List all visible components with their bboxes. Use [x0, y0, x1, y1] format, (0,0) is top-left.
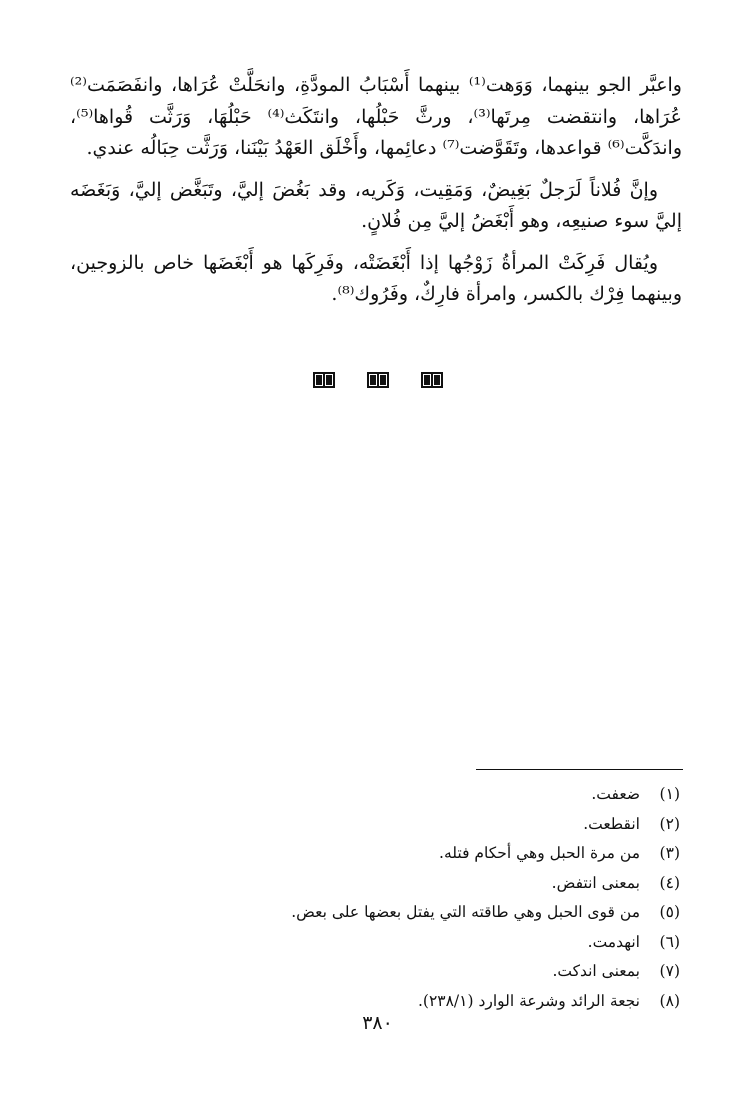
paragraph-1: واعبَّر الجو بينهما، وَوَهت⁽¹⁾ بينهما أَسْبَابُ المودَّةِ، وانحَلَّتْ عُرَاها، وانفَصَمَت⁽²⁾ عُرَاها، وانتقضت مِرتَها⁽³⁾، ورثَّ حَبْلُها، وانتَكَث⁽⁴⁾ حَبْلُهَا، وَرَثَّت قُواها⁽⁵⁾، واندَكَّت⁽⁶⁾ قواعدها، وتَقَوَّضت⁽⁷⁾ دعائِمها، وأَخْلَق العَهْدُ بَيْنَنا، وَرَثَّت حِبَالُه عندي. [70, 74, 682, 159]
footnote-number: (٣) [659, 844, 680, 862]
footnote-number: (٥) [659, 903, 680, 921]
footnote-number: (٢) [659, 814, 680, 833]
paragraph-3: ويُقال فَرِكَتْ المرأةُ زَوْجُها إذا أَبْغَضَتْه، وفَرِكَها هو أَبْغَضَها خاص بالزوجين، وبينهما فِرْك بالكسر، وامرأة فارِكٌ، وفَرُوك⁽⁸⁾. [70, 251, 682, 305]
footnote-item [150, 780, 680, 810]
footnote-text: بمعنى انتفض. [551, 873, 640, 892]
footnote-item [150, 810, 680, 840]
footnote-text: من مرة الحبل وهي أحكام فتله. [439, 844, 640, 862]
footnote-item [150, 839, 680, 869]
book-icon [420, 370, 444, 390]
paragraph-2: وإنَّ فُلاناً لَرَجلٌ بَغِيضٌ، وَمَقِيت، وَكَريه، وقد بَغُضَ إليَّ، وتَبَغَّض إليَّ، وَبَغَضَه إليَّ سوء صنيعِه، وهو أَبْغَضُ إليَّ مِن فُلانٍ. [70, 178, 682, 232]
footnote-number: (١) [659, 785, 680, 803]
section-divider-ornaments [0, 370, 755, 390]
main-text [70, 70, 682, 321]
book-icon [312, 370, 336, 390]
footnote-number: (٦) [659, 932, 680, 951]
footnote-item [150, 898, 680, 928]
footnote-text: انقطعت. [583, 814, 640, 833]
book-icon [366, 370, 390, 390]
footnote-item [150, 928, 680, 958]
footnote-number: (٨) [659, 991, 680, 1010]
footnote-item [150, 869, 680, 899]
footnote-text: بمعنى اندكت. [552, 962, 640, 980]
footnote-separator [476, 769, 683, 770]
footnote-number: (٤) [659, 873, 680, 892]
footnote-text: ضعفت. [591, 785, 640, 803]
footnotes [150, 780, 680, 1016]
footnote-number: (٧) [659, 962, 680, 980]
footnote-item [150, 957, 680, 987]
footnote-text: نجعة الرائد وشرعة الوارد (٢٣٨/١). [417, 991, 640, 1010]
page-number: ٣٨٠ [362, 1012, 393, 1034]
footnote-text: من قوى الحبل وهي طاقته التي يفتل بعضها على بعض. [291, 903, 640, 921]
footnote-text: انهدمت. [587, 932, 640, 951]
